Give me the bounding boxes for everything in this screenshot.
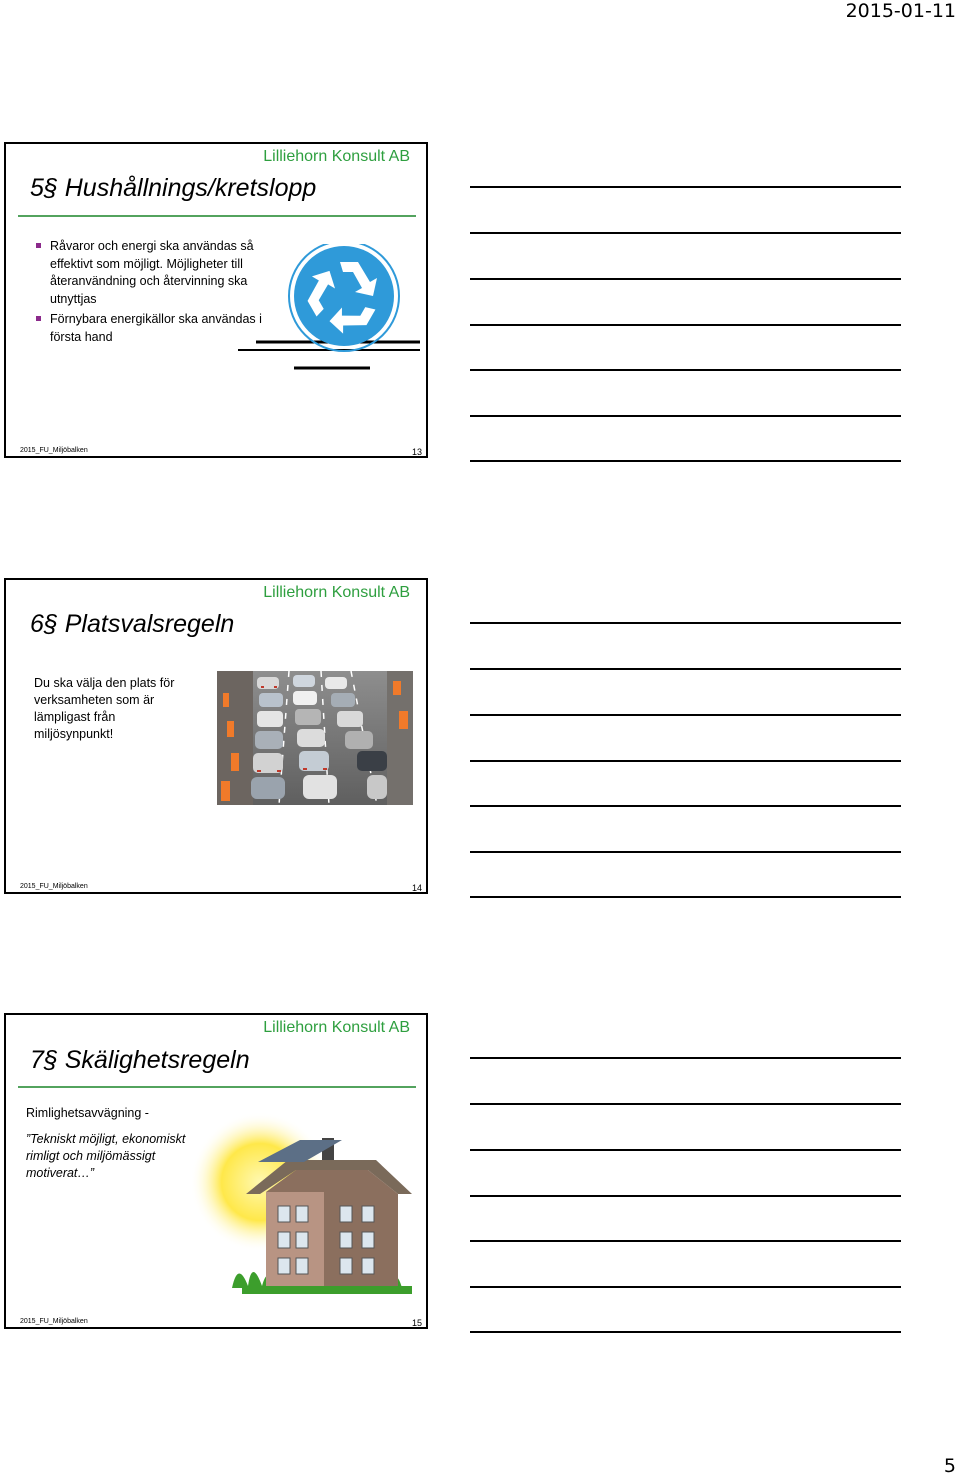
slide-14 (4, 578, 428, 894)
traffic-jam-photo (217, 671, 413, 805)
note-line (470, 896, 901, 898)
note-line (470, 415, 901, 417)
note-line (470, 668, 901, 670)
note-line (470, 760, 901, 762)
note-line (470, 460, 901, 462)
note-line (470, 324, 901, 326)
note-line (470, 278, 901, 280)
note-line (470, 622, 901, 624)
company-name: Lilliehorn Konsult AB (263, 148, 410, 165)
slide-footer: 2015_FU_Miljöbalken (20, 447, 88, 454)
slide-number: 14 (411, 883, 422, 893)
slide-footer: 2015_FU_Miljöbalken (20, 1318, 88, 1325)
note-line (470, 1149, 901, 1151)
note-line (470, 1057, 901, 1059)
slide-footer: 2015_FU_Miljöbalken (20, 883, 88, 890)
company-name: Lilliehorn Konsult AB (263, 584, 410, 601)
slide-number: 13 (411, 447, 422, 457)
bullet-item: Råvaror och energi ska användas så effektivt som möjligt. Möjligheter till återanvändning och återvinning ska utnyttjas (34, 238, 264, 308)
company-name: Lilliehorn Konsult AB (263, 1019, 410, 1036)
slide-number: 15 (411, 1318, 422, 1328)
note-line (470, 1195, 901, 1197)
note-line (470, 714, 901, 716)
page-date: 2015-01-11 (845, 0, 956, 22)
bullet-item: Förnybara energikällor ska användas i första hand (34, 311, 264, 346)
page-number: 5 (943, 1455, 956, 1477)
slide-body-heading: Rimlighetsavvägning - (26, 1106, 149, 1120)
note-line (470, 1103, 901, 1105)
note-line (470, 851, 901, 853)
note-line (470, 369, 901, 371)
note-line (470, 232, 901, 234)
slide-body: Du ska välja den plats för verksamheten som är lämpligast från miljösynpunkt! (34, 676, 175, 741)
title-rule (18, 1086, 416, 1088)
slide-title: 6§ Platsvalsregeln (30, 610, 235, 638)
slide-13 (4, 142, 428, 458)
note-line (470, 186, 901, 188)
slide-body-quote: ”Tekniskt möjligt, ekonomiskt rimligt och miljömässigt motiverat…” (26, 1132, 186, 1180)
title-rule (18, 215, 416, 217)
solar-house-icon (192, 1110, 418, 1300)
slide-15 (4, 1013, 428, 1329)
note-line (470, 805, 901, 807)
note-line (470, 1331, 901, 1333)
note-line (470, 1240, 901, 1242)
recycle-icon (234, 244, 424, 374)
slide-title: 5§ Hushållnings/kretslopp (30, 174, 317, 202)
slide-title: 7§ Skälighetsregeln (30, 1046, 250, 1074)
bullet-list (34, 238, 264, 349)
note-line (470, 1286, 901, 1288)
